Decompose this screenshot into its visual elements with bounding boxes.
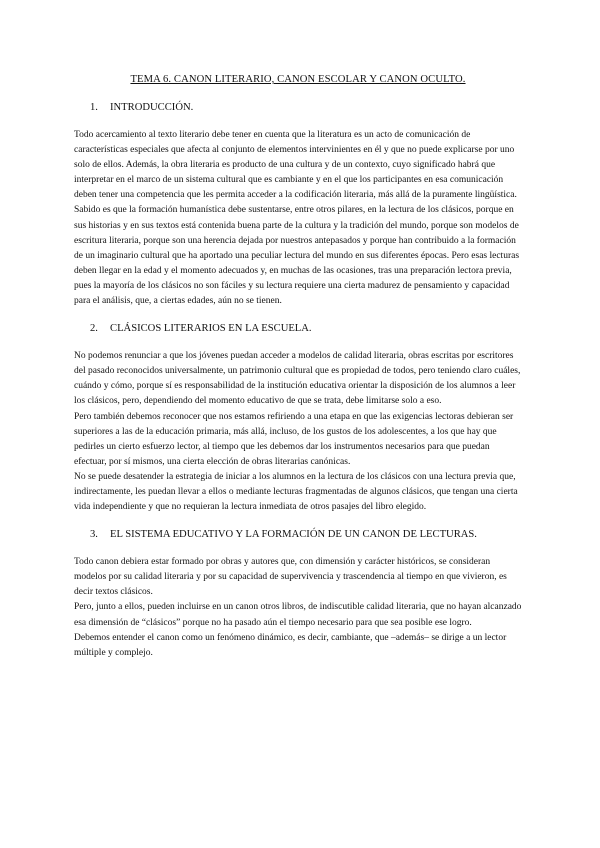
- paragraph: Todo canon debiera estar formado por obras y autores que, con dimensión y carácter históricos, se consideran modelos por su calidad literaria y por su capacidad de supervivencia y trascendencia al tiempo en que vivieron, es decir textos clásicos.: [74, 557, 507, 598]
- paragraph: No se puede desatender la estrategia de iniciar a los alumnos en la lectura de los clásicos con una lectura previa que, indirectamente, les puedan llevar a ellos o mediante lecturas fragmentadas de algunos clásicos, que tengan una cierta vida independiente y que no requieran la lectura inmediata de otros pasajes del libro elegido.: [74, 471, 518, 513]
- section-title: INTRODUCCIÓN.: [110, 102, 194, 113]
- section-heading-introduccion: [90, 102, 522, 113]
- section-body-introduccion: [74, 128, 522, 309]
- paragraph: Todo acercamiento al texto literario debe tener en cuenta que la literatura es un acto de comunicación de características especiales que afecta al conjunto de elementos intervinientes en él y que no puede explicarse por uno solo de ellos. Además, la obra literaria es producto de una cultura y de un contexto, cuyo significado habrá que interpretar en el marco de un sistema cultural que es cambiante y en el que los participantes en esa comunicación deben tener una competencia que les permita acceder a la codificación literaria, más allá de la puramente lingüística. Sabido es que la formación humanística debe sustentarse, entre otros pilares, en la lectura de los clásicos, porque en sus historias y en sus textos está contenida buena parte de la cultura y la tradición del mundo, porque son modelos de escritura literaria, porque son una herencia dejada por nuestros antepasados y porque han contribuido a la formación de un imaginario cultural que ha aportado una peculiar lectura del mundo en sus diferentes épocas. Pero esas lecturas deben llegar en la edad y el momento adecuados y, en muchas de las ocasiones, tras una preparación lectora previa, pues la mayoría de los clásicos no son fáciles y su lectura requiere una cierta madurez de pensamiento y capacidad para el análisis, que, a ciertas edades, aún no se tienen.: [74, 130, 520, 307]
- section-heading-sistema-educativo: [90, 529, 522, 540]
- paragraph: No podemos renunciar a que los jóvenes puedan acceder a modelos de calidad literaria, obras escritas por escritores del pasado reconocidos universalmente, un patrimonio cultural que es propiedad de todos, pero teniendo claro cuáles, cuándo y cómo, porque sí es responsabilidad de la institución educativa orientar la disposición de los alumnos a leer los clásicos, pero, dependiendo del momento educativo de que se trata, debe limitarse solo a eso.: [74, 351, 521, 407]
- section-body-clasicos: [74, 349, 522, 515]
- paragraph: Pero también debemos reconocer que nos estamos refiriendo a una etapa en que las exigencias lectoras debieran ser superiores a las de la educación primaria, más allá, incluso, de los gustos de los adolescentes, a los que hay que pedirles un cierto esfuerzo lector, al tiempo que les debemos dar los instrumentos necesarios para que puedan efectuar, por sí mismos, una cierta elección de obras literarias canónicas.: [74, 411, 514, 467]
- paragraph: Debemos entender el canon como un fenómeno dinámico, es decir, cambiante, que –además– se dirige a un lector múltiple y complejo.: [74, 632, 507, 658]
- section-title: EL SISTEMA EDUCATIVO Y LA FORMACIÓN DE UN CANON DE LECTURAS.: [110, 529, 477, 541]
- section-number: 1.: [90, 102, 98, 113]
- document-title: TEMA 6. CANON LITERARIO, CANON ESCOLAR Y CANON OCULTO.: [130, 74, 466, 85]
- section-number: 3.: [90, 529, 98, 541]
- section-body-sistema-educativo: [74, 555, 522, 661]
- paragraph: Pero, junto a ellos, pueden incluirse en un canon otros libros, de indiscutible calidad literaria, que no hayan alcanzado esa dimensión de “clásicos” porque no ha pasado aún el tiempo necesario para que sea posible ese logro.: [74, 602, 522, 628]
- section-heading-clasicos: [90, 323, 522, 334]
- section-title: CLÁSICOS LITERARIOS EN LA ESCUELA.: [110, 323, 312, 335]
- section-number: 2.: [90, 323, 98, 335]
